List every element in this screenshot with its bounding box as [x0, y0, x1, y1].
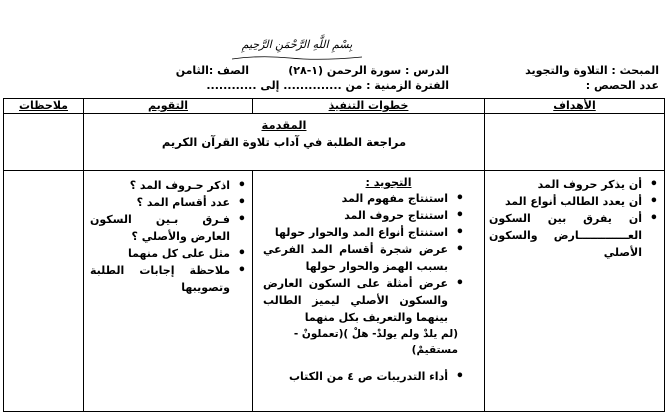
intro-text: مراجعة الطلبة في آداب تلاوة القرآن الكريم — [161, 135, 407, 149]
exec-item: • أداء التدريبات ص ٤ من الكتاب — [263, 368, 466, 385]
exec-item: • استنتاج حروف المد — [263, 207, 466, 224]
eval-list — [90, 177, 248, 296]
table-header-row — [4, 99, 665, 114]
content-row — [4, 171, 665, 412]
intro-goals-cell — [485, 114, 665, 171]
basmala-calligraphy — [222, 38, 372, 60]
period-label: الفترة الزمنية : من .............. إلى ............ — [206, 79, 449, 92]
goal-item: • أن يعدد الطالب أنواع المد — [489, 193, 660, 210]
exec-item: • عرض أمثلة على السكون العارض والسكون الأصلي ليميز الطالب بينهما والتعريف بكل منهما — [263, 275, 466, 326]
exec-header: خطوات التنفيذ — [253, 99, 485, 114]
exec-list — [263, 190, 466, 326]
exec-cell — [253, 171, 485, 412]
exec-item: • عرض شجرة أقسام المد الفرعي بسبب الهمز والحوار حولها — [263, 241, 466, 275]
eval-item: • فـرق بـين السكون العارض والأصلي ؟ — [90, 211, 248, 245]
intro-title: المقدمة — [261, 118, 307, 132]
intro-notes-cell — [4, 114, 84, 171]
lesson-label: الدرس : سورة الرحمن (١-٢٨) — [288, 64, 449, 77]
tajweed-title: التجويد : — [365, 176, 412, 189]
eval-header: التقويم — [84, 99, 253, 114]
eval-item: • عدد أقسام المد ؟ — [90, 194, 248, 211]
goal-item: • أن يفرق بين السكون العـــــــــــــارض والسكون الأصلي — [489, 210, 660, 261]
goals-header: الأهداف — [485, 99, 665, 114]
grade-label: الصف :الثامن — [175, 64, 249, 77]
sessions-label: عدد الحصص : — [585, 79, 659, 92]
exec-list-tail — [263, 368, 466, 385]
goals-list — [489, 176, 660, 261]
eval-cell — [84, 171, 253, 412]
exec-item: • استنتاج مفهوم المد — [263, 190, 466, 207]
eval-item: • مثل على كل منهما — [90, 245, 248, 262]
goal-item: • أن يذكر حروف المد — [489, 176, 660, 193]
eval-item: • اذكر حـروف المد ؟ — [90, 177, 248, 194]
notes-header: ملاحظات — [4, 99, 84, 114]
exec-example: (لم يلدْ ولم يولدْ- هلْ )(تعملونْ - مستقيمْ) — [293, 328, 458, 356]
eval-item: • ملاحظة إجابات الطلبة وتصويبها — [90, 262, 248, 296]
calligraphy-flourish — [230, 55, 364, 61]
subject-label: المبحث : التلاوة والتجويد — [525, 64, 659, 77]
lesson-plan-table — [3, 98, 665, 412]
exec-item: • استنتاج أنواع المد والحوار حولها — [263, 224, 466, 241]
intro-cell — [84, 114, 485, 171]
basmala-text: بِسْمِ اللَّهِ الرَّحْمَنِ الرَّحِيمِ — [241, 38, 353, 51]
notes-cell — [4, 171, 84, 412]
intro-row — [4, 114, 665, 171]
goals-cell — [485, 171, 665, 412]
